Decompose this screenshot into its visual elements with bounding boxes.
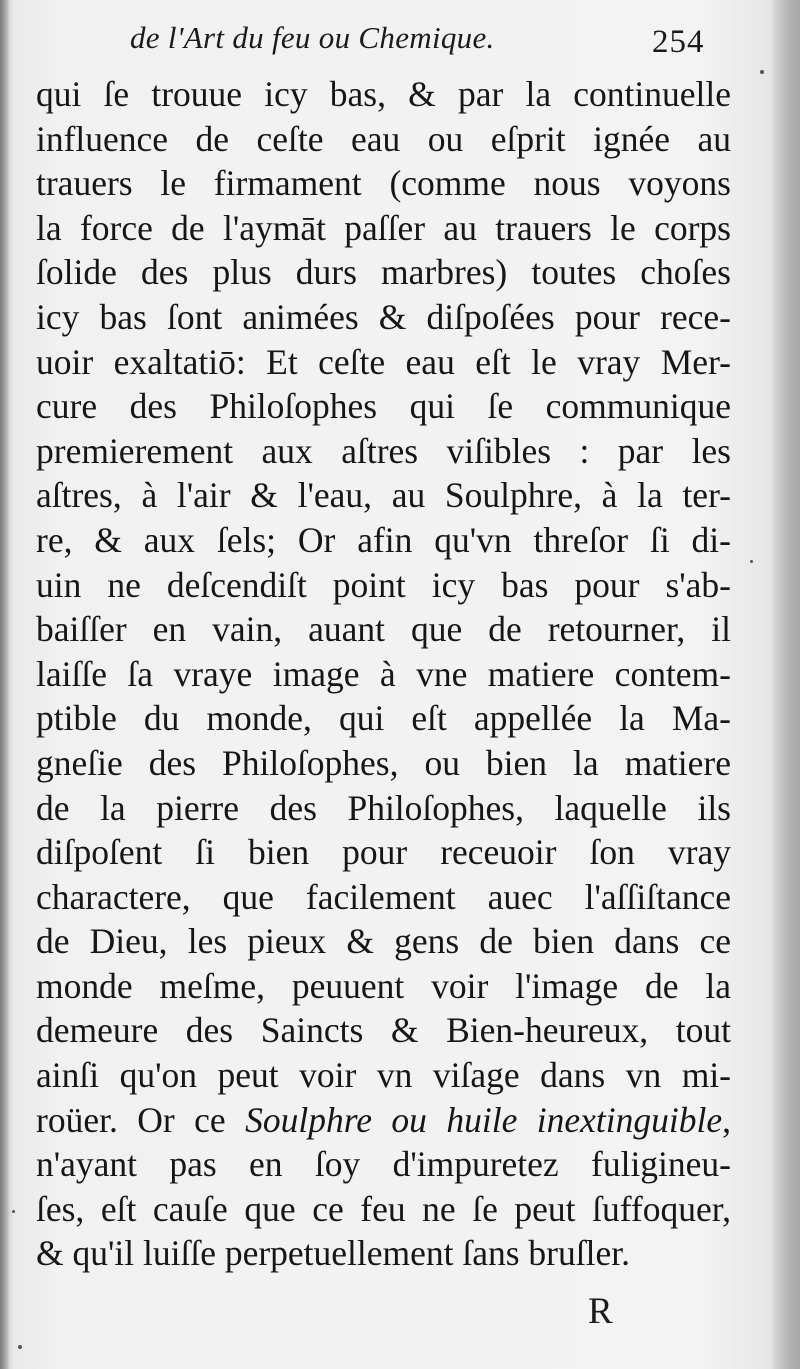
ink-speck [12, 1210, 15, 1213]
text-line: n'ayant pas en ſoy d'impuretez fuligineu- [36, 1144, 731, 1185]
catchword: R [588, 1291, 613, 1332]
text-line: character​e, que facilement auec l'aſſiſtance [36, 876, 731, 917]
text-line: re, & aux ſels; Or afin qu'vn threſor ſi di- [36, 519, 731, 560]
text-line: de la pierre des Philoſophes, laquelle ils [36, 787, 731, 828]
text-line: aſtres, à l'air & l'eau, au Soulphre, à la ter- [36, 475, 731, 516]
text-line: uoir exaltatiō: Et ceſte eau eſt le vray Mer- [36, 341, 731, 382]
text-line: qui ſe trouue icy bas, & par la continuelle [36, 74, 731, 114]
page-edge-shadow [770, 0, 800, 1369]
text-line: monde meſme, peuuent voir l'image de la [36, 965, 731, 1006]
text-line: gneſie des Philoſophes, ou bien la matiere [36, 742, 731, 783]
text-line: trauers le firmament (comme nous voyons [36, 163, 731, 204]
page-number: 254 [652, 24, 705, 60]
text-line: ainſi qu'on peut voir vn viſage dans vn mi- [36, 1055, 731, 1096]
text-run: roüer. Or ce [36, 1099, 246, 1140]
text-line: ſolide des plus durs marbres) toutes choſes [36, 252, 731, 293]
text-line: ptible du monde, qui eſt appellée la Ma- [36, 698, 731, 739]
text-line-with-italic [36, 1098, 731, 1143]
text-line: laiſſe ſa vraye image à vne matiere contem- [36, 653, 731, 694]
ink-speck [18, 1345, 22, 1349]
text-line: influence de ceſte eau ou eſprit ignée au [36, 118, 731, 159]
text-line: baiſſer en vain, auant que de retourner, il [36, 609, 731, 650]
ink-speck [750, 560, 753, 563]
text-line: uin ne deſcendiſt point icy bas pour s'ab- [36, 564, 731, 605]
text-line: ſes, eſt cauſe que ce feu ne ſe peut ſuffoquer, [36, 1188, 731, 1229]
text-line: de Dieu, les pieux & gens de bien dans ce [36, 921, 731, 962]
text-run: , [722, 1099, 731, 1140]
body-text [36, 72, 731, 1276]
text-line: diſpoſent ſi bien pour receuoir ſon vray [36, 832, 731, 873]
text-line: premierement aux aſtres viſibles : par les [36, 430, 731, 471]
text-line: la force de l'aymāt paſſer au trauers le corps [36, 207, 731, 248]
ink-speck [760, 70, 764, 74]
text-line: icy bas ſont animées & diſpoſées pour rece- [36, 296, 731, 337]
text-line: cure des Philoſophes qui ſe communique [36, 386, 731, 427]
text-line: demeure des Saincts & Bien-heureux, tout [36, 1010, 731, 1051]
gutter-shadow [0, 0, 10, 1369]
running-head: de l'Art du feu ou Chemique. [130, 20, 495, 55]
text-line: & qu'il luiſſe perpetuellement ſans bruſler. [36, 1233, 630, 1274]
italic-phrase: Soulphre ou huile inextinguible [245, 1099, 723, 1140]
